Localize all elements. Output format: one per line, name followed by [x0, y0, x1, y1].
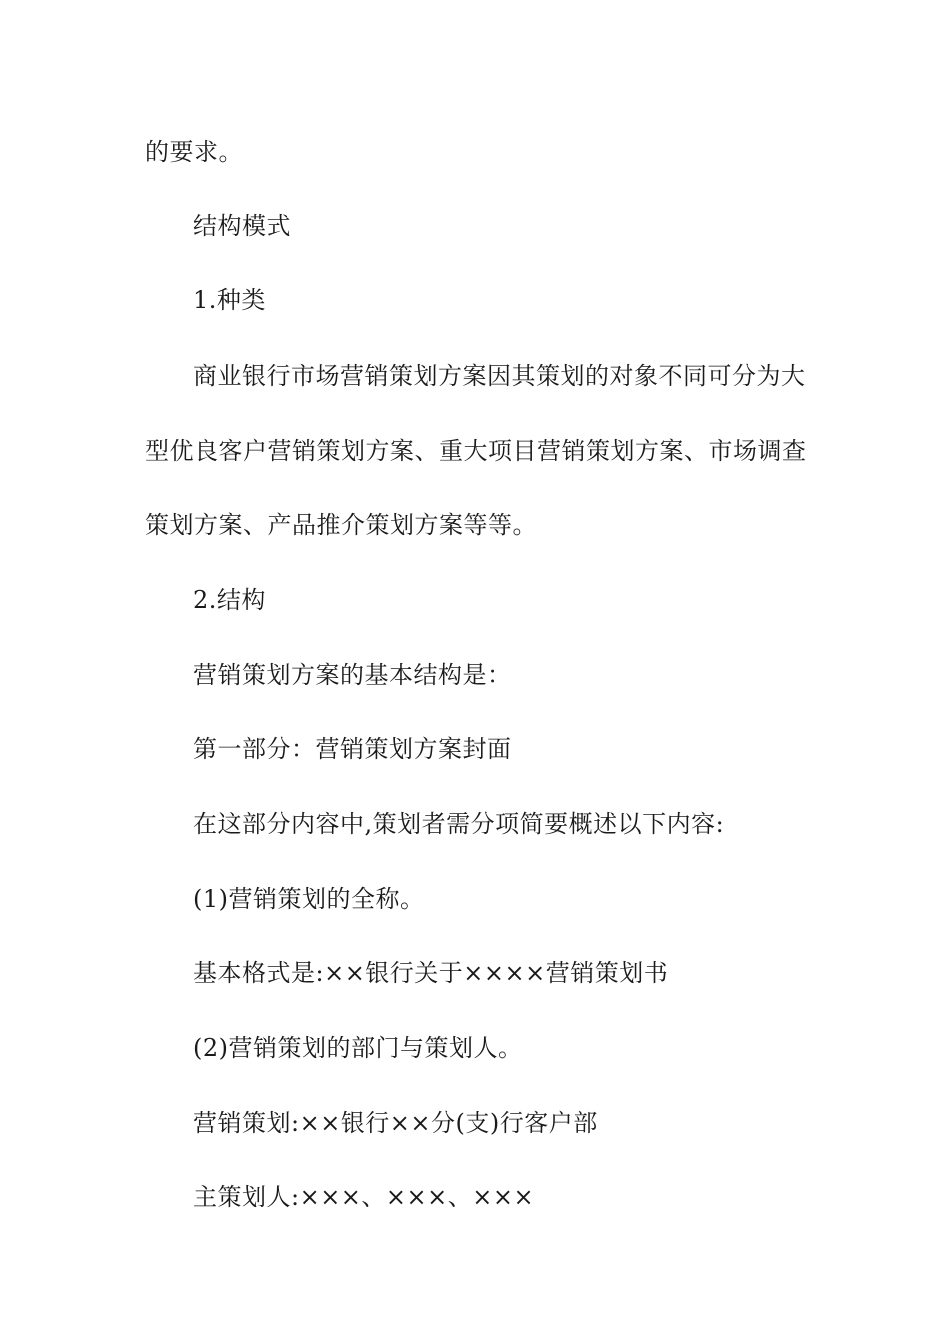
- section-heading-structure-mode: 结构模式: [193, 212, 291, 240]
- paragraph-line-2: 型优良客户营销策划方案、重大项目营销策划方案、市场调查: [145, 437, 807, 465]
- paragraph-line-1: 商业银行市场营销策划方案因其策划的对象不同可分为大: [193, 362, 806, 390]
- list-item-2: (2)营销策划的部门与策划人。: [193, 1034, 523, 1062]
- text-line-1: 的要求。: [145, 138, 243, 166]
- subheading-structure: 2.结构: [193, 586, 266, 614]
- text-basic-structure: 营销策划方案的基本结构是：: [193, 661, 512, 689]
- text-basic-format: 基本格式是:××银行关于××××营销策划书: [193, 959, 669, 987]
- text-planning-department: 营销策划:××银行××分(支)行客户部: [193, 1109, 598, 1137]
- text-part-one: 第一部分：营销策划方案封面: [193, 735, 512, 763]
- subheading-types: 1.种类: [193, 286, 266, 314]
- text-lead-planners: 主策划人:×××、×××、×××: [193, 1183, 535, 1211]
- paragraph-line-3: 策划方案、产品推介策划方案等等。: [145, 511, 537, 539]
- list-item-1: (1)营销策划的全称。: [193, 885, 425, 913]
- text-part-one-intro: 在这部分内容中,策划者需分项简要概述以下内容:: [193, 810, 725, 838]
